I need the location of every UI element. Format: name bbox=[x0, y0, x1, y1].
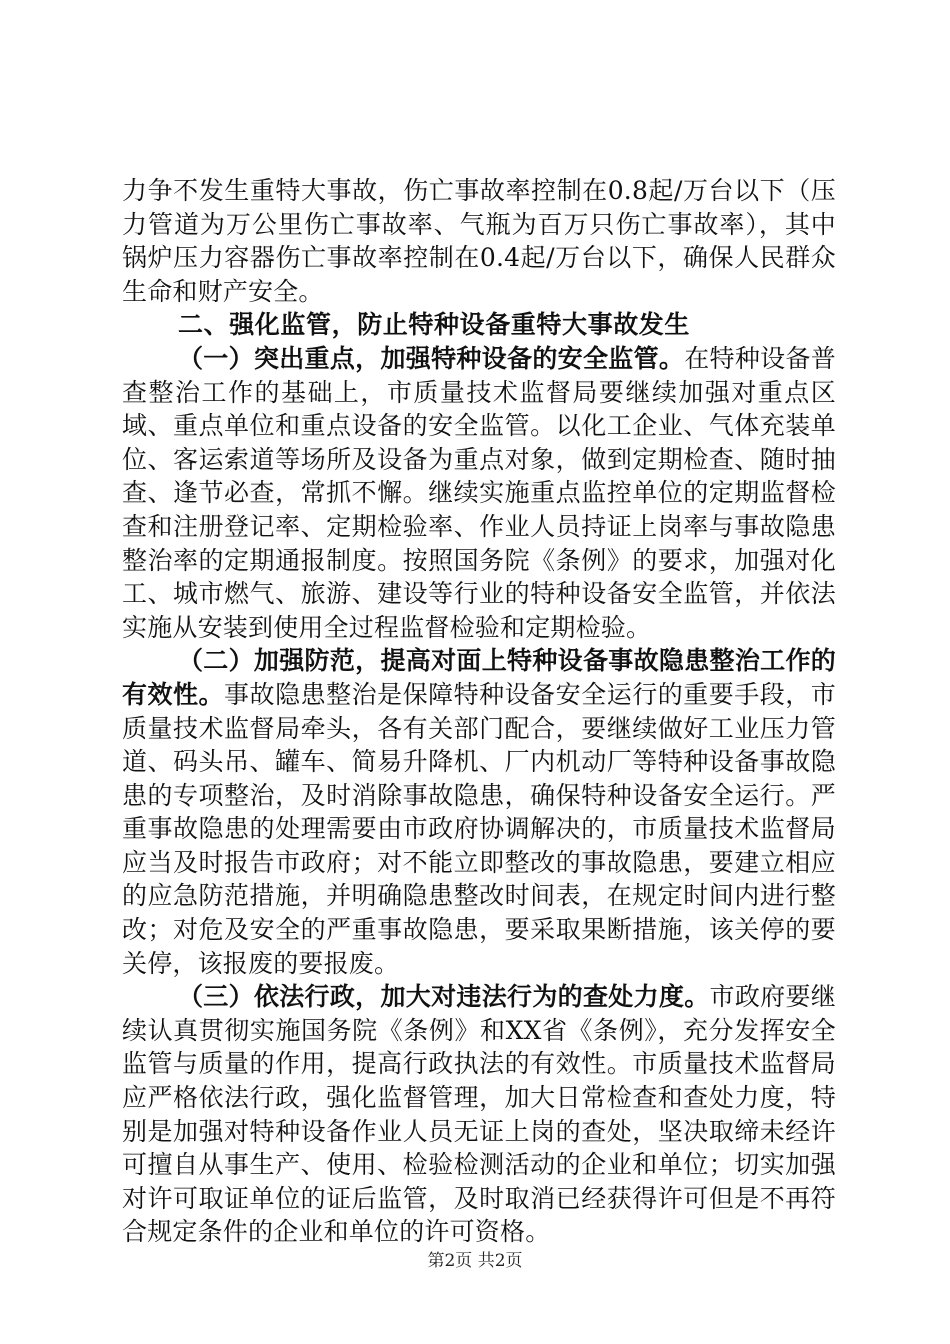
subsection-1-body: 在特种设备普查整治工作的基础上，市质量技术监督局要继续加强对重点区域、重点单位和重点设备的安全监管。以化工企业、气体充装单位、客运索道等场所及设备为重点对象，做到定期检查、随时抽查、逢节必查，常抓不懈。继续实施重点监控单位的定期监督检查和注册登记率、定期检验率、作业人员持证上岗率与事故隐患整治率的定期通报制度。按照国务院《条例》的要求，加强对化工、城市燃气、旅游、建设等行业的特种设备安全监管，并依法实施从安装到使用全过程监督检验和定期检验。 bbox=[122, 343, 836, 642]
subsection-3-title: （三）依法行政，加大对违法行为的查处力度。 bbox=[178, 982, 710, 1012]
subsection-1 bbox=[122, 342, 836, 644]
subsection-1-title: （一）突出重点，加强特种设备的安全监管。 bbox=[178, 343, 685, 373]
page-number-footer: 第2页 共2页 bbox=[427, 1251, 523, 1271]
subsection-2-title: （二）加强防范，提高对面上特种设备事故隐患整治工作的有效性。 bbox=[122, 646, 836, 709]
section-heading: 二、强化监管，防止特种设备重特大事故发生 bbox=[178, 310, 691, 340]
paragraph-continuation: 力争不发生重特大事故，伤亡事故率控制在0.8起/万台以下（压力管道为万公里伤亡事故率、气瓶为百万只伤亡事故率），其中锅炉压力容器伤亡事故率控制在0.4起/万台以下，确保人民群众生命和财产安全。 bbox=[122, 176, 836, 306]
subsection-3 bbox=[122, 980, 836, 1249]
subsection-2-body: 事故隐患整治是保障特种设备安全运行的重要手段，市质量技术监督局牵头，各有关部门配合，要继续做好工业压力管道、码头吊、罐车、简易升降机、厂内机动厂等特种设备事故隐患的专项整治，及时消除事故隐患，确保特种设备安全运行。严重事故隐患的处理需要由市政府协调解决的，市质量技术监督局应当及时报告市政府；对不能立即整改的事故隐患，要建立相应的应急防范措施，并明确隐患整改时间表，在规定时间内进行整改；对危及安全的严重事故隐患，要采取果断措施，该关停的要关停，该报废的要报废。 bbox=[122, 679, 836, 978]
subsection-2 bbox=[122, 644, 836, 980]
document-body bbox=[122, 174, 836, 1249]
subsection-3-body: 市政府要继续认真贯彻实施国务院《条例》和XX省《条例》，充分发挥安全监管与质量的作用，提高行政执法的有效性。市质量技术监督局应严格依法行政，强化监督管理，加大日常检查和查处力度，特别是加强对特种设备作业人员无证上岗的查处，坚决取缔未经许可擅自从事生产、使用、检验检测活动的企业和单位；切实加强对许可取证单位的证后监管，及时取消已经获得许可但是不再符合规定条件的企业和单位的许可资格。 bbox=[122, 982, 836, 1247]
